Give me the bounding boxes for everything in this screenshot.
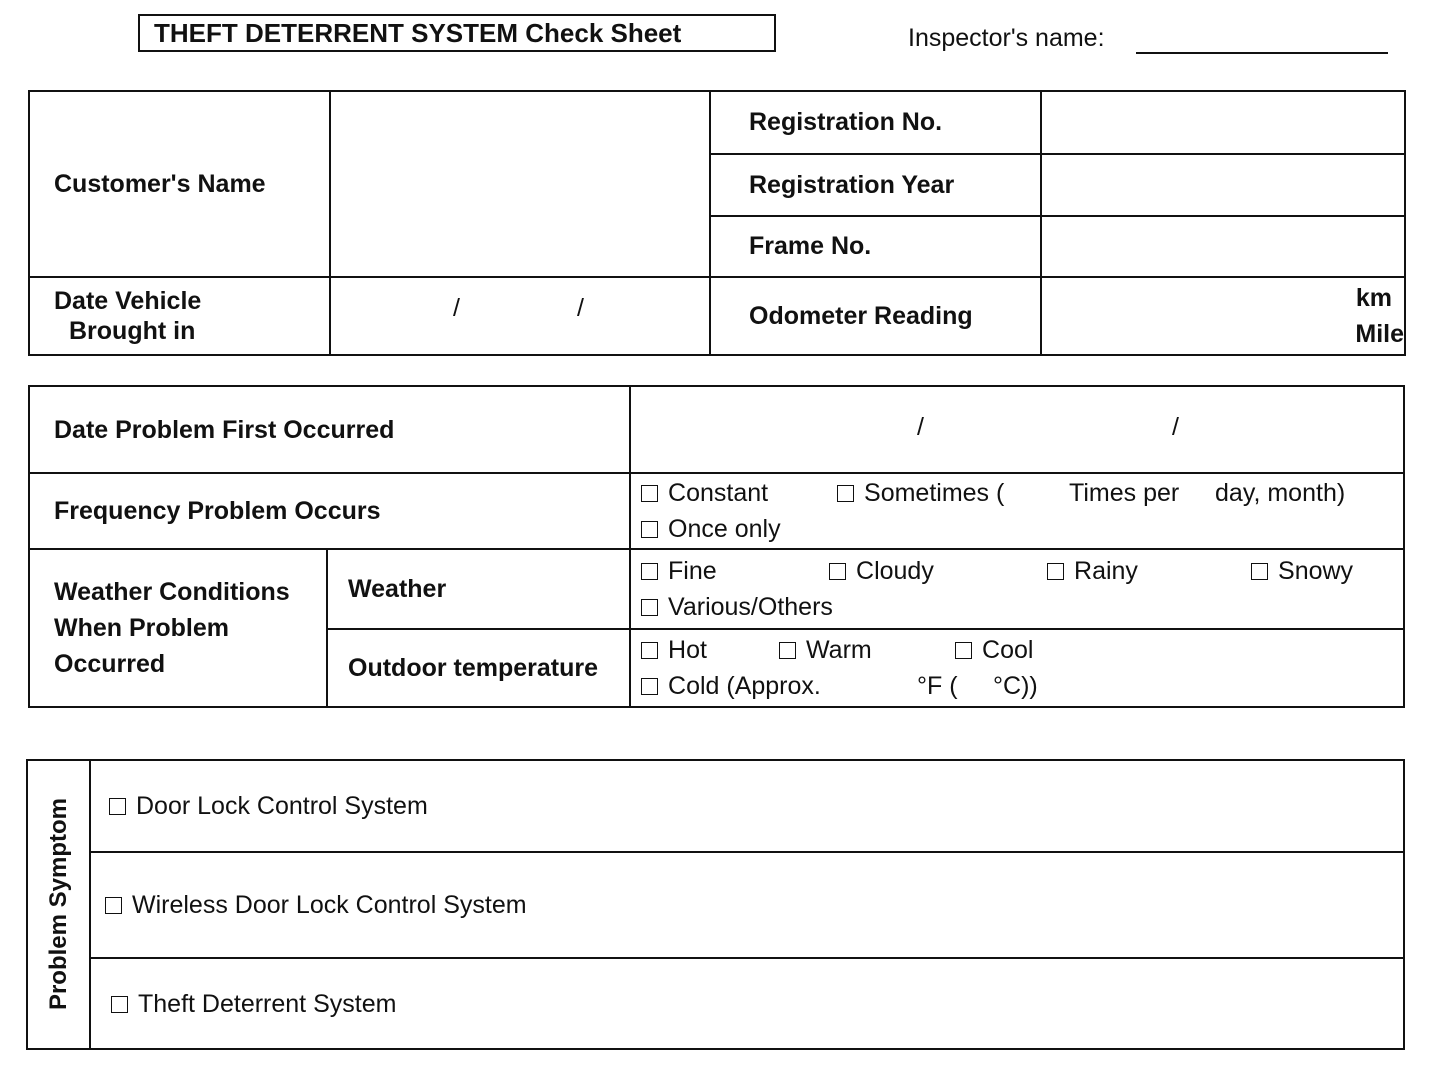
checkbox[interactable] [641, 599, 658, 616]
weather-label: Weather [327, 549, 630, 629]
frame-no-field[interactable] [1041, 216, 1405, 277]
checkbox[interactable] [641, 521, 658, 538]
freq-day-month: day, month) [1215, 479, 1346, 507]
registration-year-field[interactable] [1041, 154, 1405, 216]
weather-rainy-option[interactable]: Rainy [1047, 553, 1251, 589]
inspector-name-label: Inspector's name: [908, 24, 1105, 52]
temp-hot-option[interactable]: Hot [641, 632, 779, 668]
frequency-label: Frequency Problem Occurs [29, 473, 630, 549]
checkbox[interactable] [1047, 563, 1064, 580]
weather-cloudy-option[interactable]: Cloudy [829, 553, 1047, 589]
checkbox[interactable] [111, 996, 128, 1013]
checkbox[interactable] [641, 485, 658, 502]
registration-no-field[interactable] [1041, 91, 1405, 154]
weather-various-option[interactable]: Various/Others [641, 589, 1403, 625]
checkbox[interactable] [955, 642, 972, 659]
sheet-title: THEFT DETERRENT SYSTEM Check Sheet [138, 14, 776, 52]
date-separator: / [1172, 413, 1179, 441]
freq-times-per: Times per [1069, 479, 1180, 507]
checkbox[interactable] [1251, 563, 1268, 580]
temp-cold-option[interactable]: Cold (Approx. [641, 668, 917, 704]
checkbox[interactable] [837, 485, 854, 502]
symptom-wireless-door-lock-option[interactable]: Wireless Door Lock Control System [90, 852, 1404, 958]
date-separator: / [453, 294, 460, 322]
problem-symptom-label: Problem Symptom [27, 760, 90, 1049]
frequency-options [630, 473, 1404, 549]
weather-conditions-line1: Weather Conditions [54, 578, 290, 606]
temp-celsius: °C)) [993, 672, 1038, 700]
date-separator: / [917, 413, 924, 441]
weather-options [630, 549, 1404, 629]
temp-cool-option[interactable]: Cool [955, 632, 1033, 668]
date-first-occurred-field[interactable] [630, 386, 1404, 473]
temp-fahrenheit: °F ( [917, 672, 958, 700]
checkbox[interactable] [109, 798, 126, 815]
unit-km: km [1355, 284, 1392, 312]
date-brought-in-line1: Date Vehicle [54, 287, 202, 315]
checkbox[interactable] [641, 678, 658, 695]
date-brought-in-line2: Brought in [69, 317, 196, 345]
date-separator: / [577, 294, 584, 322]
temperature-options [630, 629, 1404, 707]
weather-conditions-label [29, 549, 327, 707]
date-brought-in-label [29, 277, 330, 355]
checkbox[interactable] [105, 897, 122, 914]
weather-conditions-line3: Occurred [54, 650, 166, 678]
date-brought-in-field[interactable] [330, 277, 710, 355]
weather-conditions-line2: When Problem [54, 614, 230, 642]
outdoor-temperature-label: Outdoor temperature [327, 629, 630, 707]
problem-conditions-table [28, 385, 1405, 708]
freq-constant-option[interactable]: Constant [641, 475, 837, 511]
checkbox[interactable] [829, 563, 846, 580]
vehicle-info-table [28, 90, 1406, 356]
frame-no-label: Frame No. [710, 216, 1041, 277]
customer-name-label: Customer's Name [29, 91, 330, 277]
weather-fine-option[interactable]: Fine [641, 553, 829, 589]
symptom-theft-deterrent-option[interactable]: Theft Deterrent System [90, 958, 1404, 1049]
freq-sometimes-option[interactable]: Sometimes ( [837, 475, 1069, 511]
inspector-name-line[interactable] [1136, 52, 1388, 54]
freq-once-option[interactable]: Once only [641, 511, 1403, 547]
checkbox[interactable] [641, 563, 658, 580]
customer-name-field[interactable] [330, 91, 710, 277]
checkbox[interactable] [641, 642, 658, 659]
checkbox[interactable] [779, 642, 796, 659]
problem-symptom-table [26, 759, 1405, 1050]
registration-year-label: Registration Year [710, 154, 1041, 216]
weather-snowy-option[interactable]: Snowy [1251, 553, 1353, 589]
registration-no-label: Registration No. [710, 91, 1041, 154]
temp-warm-option[interactable]: Warm [779, 632, 955, 668]
unit-mile: Mile [1355, 320, 1404, 348]
date-first-occurred-label: Date Problem First Occurred [29, 386, 630, 473]
odometer-label: Odometer Reading [710, 277, 1041, 355]
symptom-door-lock-option[interactable]: Door Lock Control System [90, 760, 1404, 852]
odometer-field[interactable] [1041, 277, 1405, 355]
